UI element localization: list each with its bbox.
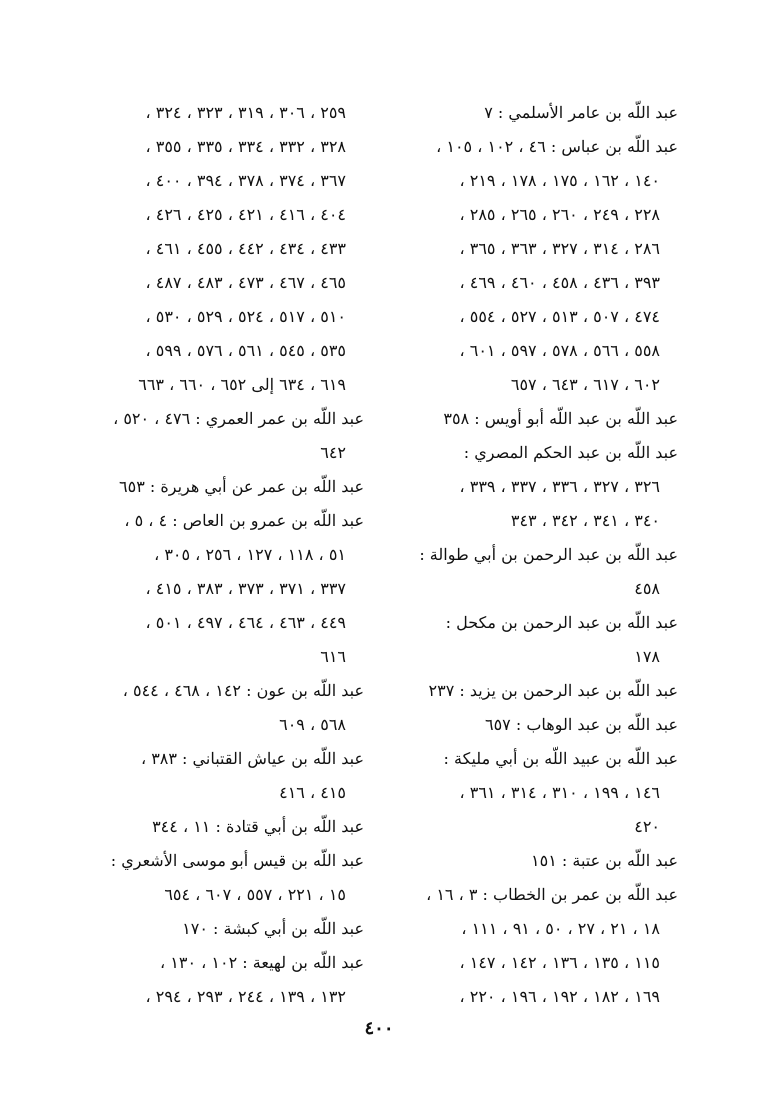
index-entry-continuation: ٣٦٧ ، ٣٧٤ ، ٣٧٨ ، ٣٩٤ ، ٤٠٠ ،: [145, 171, 346, 190]
index-entry-continuation: ٦١٩ ، ٦٣٤ إلى ٦٥٢ ، ٦٦٠ ، ٦٦٣: [138, 375, 346, 394]
index-entry-continuation: ٣٣٧ ، ٣٧١ ، ٣٧٣ ، ٣٨٣ ، ٤١٥ ،: [145, 579, 346, 598]
index-entry: عبد اللّه بن عبد الحكم المصري :: [463, 443, 678, 462]
index-entry: عبد اللّه بن عمر عن أبي هريرة : ٦٥٣: [119, 477, 364, 496]
index-entry-continuation: ٤٣٣ ، ٤٣٤ ، ٤٤٢ ، ٤٥٥ ، ٤٦١ ،: [145, 239, 346, 258]
index-entry-continuation: ٥١٠ ، ٥١٧ ، ٥٢٤ ، ٥٢٩ ، ٥٣٠ ،: [145, 307, 346, 326]
index-entry-continuation: ٦٤٢: [320, 443, 346, 462]
index-entry-continuation: ١٤٦ ، ١٩٩ ، ٣١٠ ، ٣١٤ ، ٣٦١ ،: [459, 783, 660, 802]
index-entry: عبد اللّه بن عبيد اللّه بن أبي مليكة :: [443, 749, 678, 768]
index-entry-continuation: ٣٢٦ ، ٣٢٧ ، ٣٣٦ ، ٣٣٧ ، ٣٣٩ ،: [459, 477, 660, 496]
index-page: [88, 96, 678, 1006]
index-entry: عبد اللّه بن عباس : ٤٦ ، ١٠٢ ، ١٠٥ ،: [436, 137, 678, 156]
index-entry-continuation: ٢٢٨ ، ٢٤٩ ، ٢٦٠ ، ٢٦٥ ، ٢٨٥ ،: [459, 205, 660, 224]
index-entry-continuation: ١٨ ، ٢١ ، ٢٧ ، ٥٠ ، ٩١ ، ١١١ ،: [461, 919, 660, 938]
index-entry-continuation: ٤٥٨: [634, 579, 660, 598]
index-entry-continuation: ٣٤٠ ، ٣٤١ ، ٣٤٢ ، ٣٤٣: [510, 511, 660, 530]
index-entry-continuation: ٤٦٥ ، ٤٦٧ ، ٤٧٣ ، ٤٨٣ ، ٤٨٧ ،: [145, 273, 346, 292]
index-entry-continuation: ٤٧٤ ، ٥٠٧ ، ٥١٣ ، ٥٢٧ ، ٥٥٤ ،: [459, 307, 660, 326]
index-entry-continuation: ١١٥ ، ١٣٥ ، ١٣٦ ، ١٤٢ ، ١٤٧ ،: [459, 953, 660, 972]
index-entry-continuation: ٤٤٩ ، ٤٦٣ ، ٤٦٤ ، ٤٩٧ ، ٥٠١ ،: [145, 613, 346, 632]
index-entry: عبد اللّه بن عبد اللّه أبو أويس : ٣٥٨: [443, 409, 678, 428]
index-entry: عبد اللّه بن أبي كبشة : ١٧٠: [182, 919, 364, 938]
index-entry: عبد اللّه بن قيس أبو موسى الأشعري :: [110, 851, 364, 870]
index-entry-continuation: ١٥ ، ٢٢١ ، ٥٥٧ ، ٦٠٧ ، ٦٥٤: [164, 885, 346, 904]
index-entry: عبد اللّه بن عبد الرحمن بن يزيد : ٢٣٧: [428, 681, 678, 700]
index-entry: عبد اللّه بن عبد الوهاب : ٦٥٧: [484, 715, 678, 734]
index-column-right: [402, 96, 678, 1006]
index-entry: عبد اللّه بن عبد الرحمن بن مكحل :: [445, 613, 678, 632]
index-entry-continuation: ١٤٠ ، ١٦٢ ، ١٧٥ ، ١٧٨ ، ٢١٩ ،: [459, 171, 660, 190]
index-entry: عبد اللّه بن عمر بن الخطاب : ٣ ، ١٦ ،: [426, 885, 678, 904]
index-entry-continuation: ٢٨٦ ، ٣١٤ ، ٣٢٧ ، ٣٦٣ ، ٣٦٥ ،: [459, 239, 660, 258]
index-entry: عبد اللّه بن لهيعة : ١٠٢ ، ١٣٠ ،: [160, 953, 364, 972]
index-entry-continuation: ٣٢٨ ، ٣٣٢ ، ٣٣٤ ، ٣٣٥ ، ٣٥٥ ،: [145, 137, 346, 156]
index-entry-continuation: ٥١ ، ١١٨ ، ١٢٧ ، ٢٥٦ ، ٣٠٥ ،: [154, 545, 346, 564]
index-column-left: [88, 96, 364, 1006]
index-entry-continuation: ٤٢٠: [634, 817, 660, 836]
page-number: ٤٠٠: [364, 1018, 394, 1039]
index-entry: عبد اللّه بن عياش القتباني : ٣٨٣ ،: [140, 749, 364, 768]
index-entry-continuation: ٥٦٨ ، ٦٠٩: [279, 715, 346, 734]
index-entry-continuation: ٣٩٣ ، ٤٣٦ ، ٤٥٨ ، ٤٦٠ ، ٤٦٩ ،: [459, 273, 660, 292]
index-entry: عبد اللّه بن عتبة : ١٥١: [531, 851, 678, 870]
index-entry-continuation: ٥٥٨ ، ٥٦٦ ، ٥٧٨ ، ٥٩٧ ، ٦٠١ ،: [459, 341, 660, 360]
index-entry-continuation: ٢٥٩ ، ٣٠٦ ، ٣١٩ ، ٣٢٣ ، ٣٢٤ ،: [145, 103, 346, 122]
index-entry-continuation: ١٧٨: [634, 647, 660, 666]
index-entry: عبد اللّه بن عامر الأسلمي : ٧: [484, 103, 678, 122]
index-entry: عبد اللّه بن عبد الرحمن بن أبي طوالة :: [419, 545, 678, 564]
index-entry-continuation: ١٣٢ ، ١٣٩ ، ٢٤٤ ، ٢٩٣ ، ٢٩٤ ،: [145, 987, 346, 1006]
index-entry-continuation: ١٦٩ ، ١٨٢ ، ١٩٢ ، ١٩٦ ، ٢٢٠ ،: [459, 987, 660, 1006]
index-entry: عبد اللّه بن أبي قتادة : ١١ ، ٣٤٤: [152, 817, 364, 836]
index-entry-continuation: ٤٠٤ ، ٤١٦ ، ٤٢١ ، ٤٢٥ ، ٤٢٦ ،: [145, 205, 346, 224]
index-entry-continuation: ٤١٥ ، ٤١٦: [279, 783, 346, 802]
index-entry: عبد اللّه بن عمرو بن العاص : ٤ ، ٥ ،: [124, 511, 364, 530]
index-entry: عبد اللّه بن عون : ١٤٢ ، ٤٦٨ ، ٥٤٤ ،: [122, 681, 364, 700]
index-entry: عبد اللّه بن عمر العمري : ٤٧٦ ، ٥٢٠ ،: [113, 409, 364, 428]
index-entry-continuation: ٦٠٢ ، ٦١٧ ، ٦٤٣ ، ٦٥٧: [510, 375, 660, 394]
index-entry-continuation: ٥٣٥ ، ٥٤٥ ، ٥٦١ ، ٥٧٦ ، ٥٩٩ ،: [145, 341, 346, 360]
index-entry-continuation: ٦١٦: [320, 647, 346, 666]
